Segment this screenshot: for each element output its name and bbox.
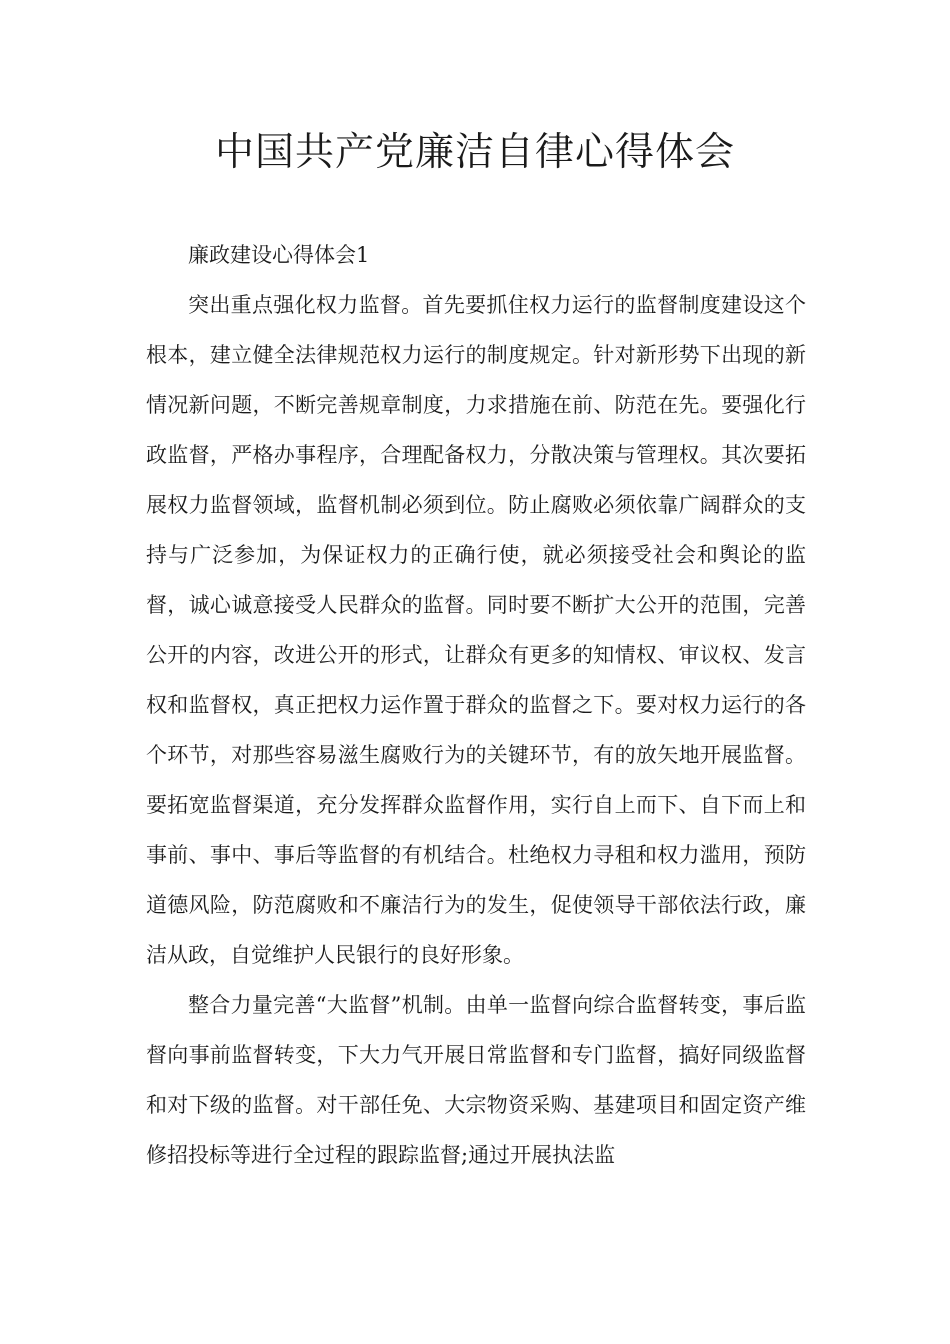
document-title: 中国共产党廉洁自律心得体会 xyxy=(214,130,735,175)
body-paragraph-1: 突出重点强化权力监督。首先要抓住权力运行的监督制度建设这个根本，建立健全法律规范权力运行的制度规定。针对新形势下出现的新情况新问题，不断完善规章制度，力求措施在前、防范在先。要强化行政监督，严格办事程序，合理配备权力，分散决策与管理权。其次要拓展权力监督领域，监督机制必须到位。防止腐败必须依靠广阔群众的支持与广泛参加，为保证权力的正确行使，就必须接受社会和舆论的监督，诚心诚意接受人民群众的监督。同时要不断扩大公开的范围，完善公开的内容，改进公开的形式，让群众有更多的知情权、审议权、发言权和监督权，真正把权力运作置于群众的监督之下。要对权力运行的各个环节，对那些容易滋生腐败行为的关键环节，有的放矢地开展监督。要拓宽监督渠道，充分发挥群众监督作用，实行自上而下、自下而上和事前、事中、事后等监督的有机结合。杜绝权力寻租和权力滥用，预防道德风险，防范腐败和不廉洁行为的发生，促使领导干部依法行政，廉洁从政，自觉维护人民银行的良好形象。 xyxy=(146,293,806,967)
document-body xyxy=(146,230,806,1180)
body-paragraph-2: 整合力量完善“大监督”机制。由单一监督向综合监督转变，事后监督向事前监督转变，下大力气开展日常监督和专门监督，搞好同级监督和对下级的监督。对干部任免、大宗物资采购、基建项目和固定资产维修招投标等进行全过程的跟踪监督;通过开展执法监 xyxy=(146,993,806,1167)
section-heading: 廉政建设心得体会1 xyxy=(188,243,370,267)
